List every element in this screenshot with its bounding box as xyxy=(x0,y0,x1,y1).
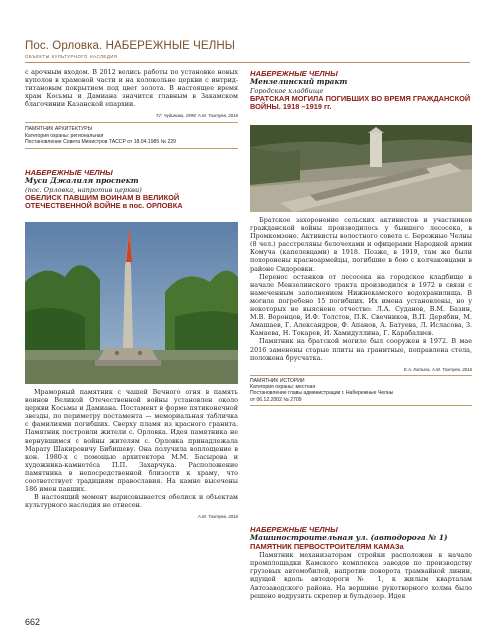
grave-paragraph: Перенос останков от лесосека на городское кладбище в начале Мензелинского тракта производился в 1972 в связи с намеченным заполнением Нижнекамского водохранилища. В могиле погребено 15 погибших. Их имена установлены, но у некоторых не выяснено отчество: Л.А. Суданов, В.М. Базин, М.В. Воронцов, И.Ф. Толстов, П.К. Свечников, В.П. Дерябин, М. Амашаев, Г. Александров, Ф. Апанов, А. Батуева, Л. Исласова, З. Камаева, Н. Токарев, И. Хамидуллина, Г. Карабалиев. xyxy=(250,272,472,338)
page-subtitle: ОБЪЕКТЫ КУЛЬТУРНОГО НАСЛЕДИЯ xyxy=(25,54,118,59)
monument-type: ПАМЯТНИК АРХИТЕКТУРЫ xyxy=(25,126,93,133)
church-paragraph: с арочным входом. В 2012 велись работы по установке новых куполов в храмовой части и на колокольне церкви с интрид-титановым покрытием под цвет золота. В настоящее время храм Косьмы и Дамиана значится главным в Закамском благочинии Казанской епархии. xyxy=(25,68,238,109)
obelisk-paragraph: Мраморный памятник с чашей Вечного огня в память воинов Великой Отечественной войны установлен около церкви Косьмы и Дамиана. Постамент в форме пятиконечной звезды, по периметру постамента — мемориальная табличка с фамилиями погибших. Сверху пламя из красного гранита. Памятник построили жители с. Орловка. Идея памятника не вернувшимся с войны жителям с. Орловка принадлежала Марату Шакировичу Бибишеву. Она получила воплощение в кон. 1980-х с помощью архитектора М.М. Басырова и художника-камнетёса П.П. Захарчука. Расположение памятника в непосредственной близости к храму, что соответствует традициям православия. На камне высечены 186 имен павших. xyxy=(25,388,238,494)
obelisk-location-note: (пос. Орловка, напротив церкви) xyxy=(25,185,142,194)
grave-text xyxy=(250,216,472,406)
obelisk-street: Муси Джалиля проспект xyxy=(25,176,139,185)
grave-paragraph: Братское захоронение сельских активистов и участников гражданской войны производилось у бывшего лесосека, в Промкомзоне. Активисты волостного совета с. Бережные Челны (8 чел.) расстреляны белочехами и офицерами Народной армии Комуча (капелевцами) в 1918. Позже, в 1919, там же были похоронены красноармейцы, погибшие в бою с колчаковцами в районе Сидоровки. xyxy=(250,216,472,273)
obelisk-paragraph: В настоящий момент вырисовывается обелиск и объектам культурного наследия не отнесен. xyxy=(25,493,238,510)
builders-title: ПАМЯТНИК ПЕРВОСТРОИТЕЛЯМ КАМАЗа xyxy=(250,541,404,551)
grave-header xyxy=(250,69,472,112)
divider xyxy=(250,375,472,376)
builders-block xyxy=(250,525,472,600)
church-signature: Т.Г. Чудинова, 1999; А.М. Тахтуев, 2016 xyxy=(155,113,238,119)
builders-street: Машиностроительная ул. (автодорога № 1) xyxy=(250,533,448,542)
protection-decree: Постановление главы администрации г. Набережные Челны xyxy=(250,390,394,397)
divider xyxy=(25,122,238,123)
grave-paragraph: Памятник на братской могиле был сооружен в 1972. В мае 2016 заменены старые плиты на гранитные, поправлена стела, положена брусчатка. xyxy=(250,337,472,362)
builders-paragraph: Памятник механизаторам стройки расположен в начале промплощадки Камского комплекса заводов по производству грузовых автомобилей, напротив поворота трамвайной линии, идущей вдоль автодороги № 1, к жилым кварталам Автозаводского района. На вершине рукотворного холма было решено водрузить скрепер и бульдозер. Идея xyxy=(250,551,472,600)
page-header xyxy=(25,40,470,59)
divider xyxy=(250,405,472,406)
obelisk-text xyxy=(25,388,238,520)
page-number: 662 xyxy=(25,617,41,627)
grave-signature: Е.А. Катина, А.М. Тахтуев, 2016 xyxy=(403,366,472,372)
obelisk-section-label: НАБЕРЕЖНЫЕ ЧЕЛНЫ xyxy=(25,168,113,177)
protection-decree: Постановление Совета Министров ТАССР от 18.04.1985 № 229 xyxy=(25,139,177,146)
grave-street: Мензелинский тракт xyxy=(250,77,348,86)
church-protection-info xyxy=(25,126,238,145)
divider xyxy=(25,148,238,149)
protection-category: Категория охраны: местная xyxy=(250,383,316,390)
grave-protection-info xyxy=(250,378,472,403)
protection-decree-date: от 06.12.2002 № 2709 xyxy=(250,396,302,403)
monument-type: ПАМЯТНИК ИСТОРИИ xyxy=(250,377,305,384)
header-divider xyxy=(25,62,470,63)
obelisk-title: ОБЕЛИСК ПАВШИМ ВОИНАМ В ВЕЛИКОЙ ОТЕЧЕСТВЕННОЙ ВОЙНЕ в пос. ОРЛОВКА xyxy=(25,192,183,211)
left-top-block xyxy=(25,68,238,149)
obelisk-header xyxy=(25,168,238,211)
obelisk-signature: А.М. Тахтуев, 2016 xyxy=(197,514,238,520)
obelisk-photo xyxy=(25,222,238,384)
grave-photo xyxy=(250,125,472,212)
grave-section-label: НАБЕРЕЖНЫЕ ЧЕЛНЫ xyxy=(250,69,338,78)
page-title: Пос. Орловка. НАБЕРЕЖНЫЕ ЧЕЛНЫ xyxy=(25,40,236,52)
grave-title: БРАТСКАЯ МОГИЛА ПОГИБШИХ ВО ВРЕМЯ ГРАЖДАНСКОЙ ВОЙНЫ. 1918 –1919 гг. xyxy=(250,93,471,112)
protection-category: Категория охраны: региональная xyxy=(25,132,104,139)
grave-location-note: Городское кладбище xyxy=(250,86,324,95)
builders-section-label: НАБЕРЕЖНЫЕ ЧЕЛНЫ xyxy=(250,525,338,534)
